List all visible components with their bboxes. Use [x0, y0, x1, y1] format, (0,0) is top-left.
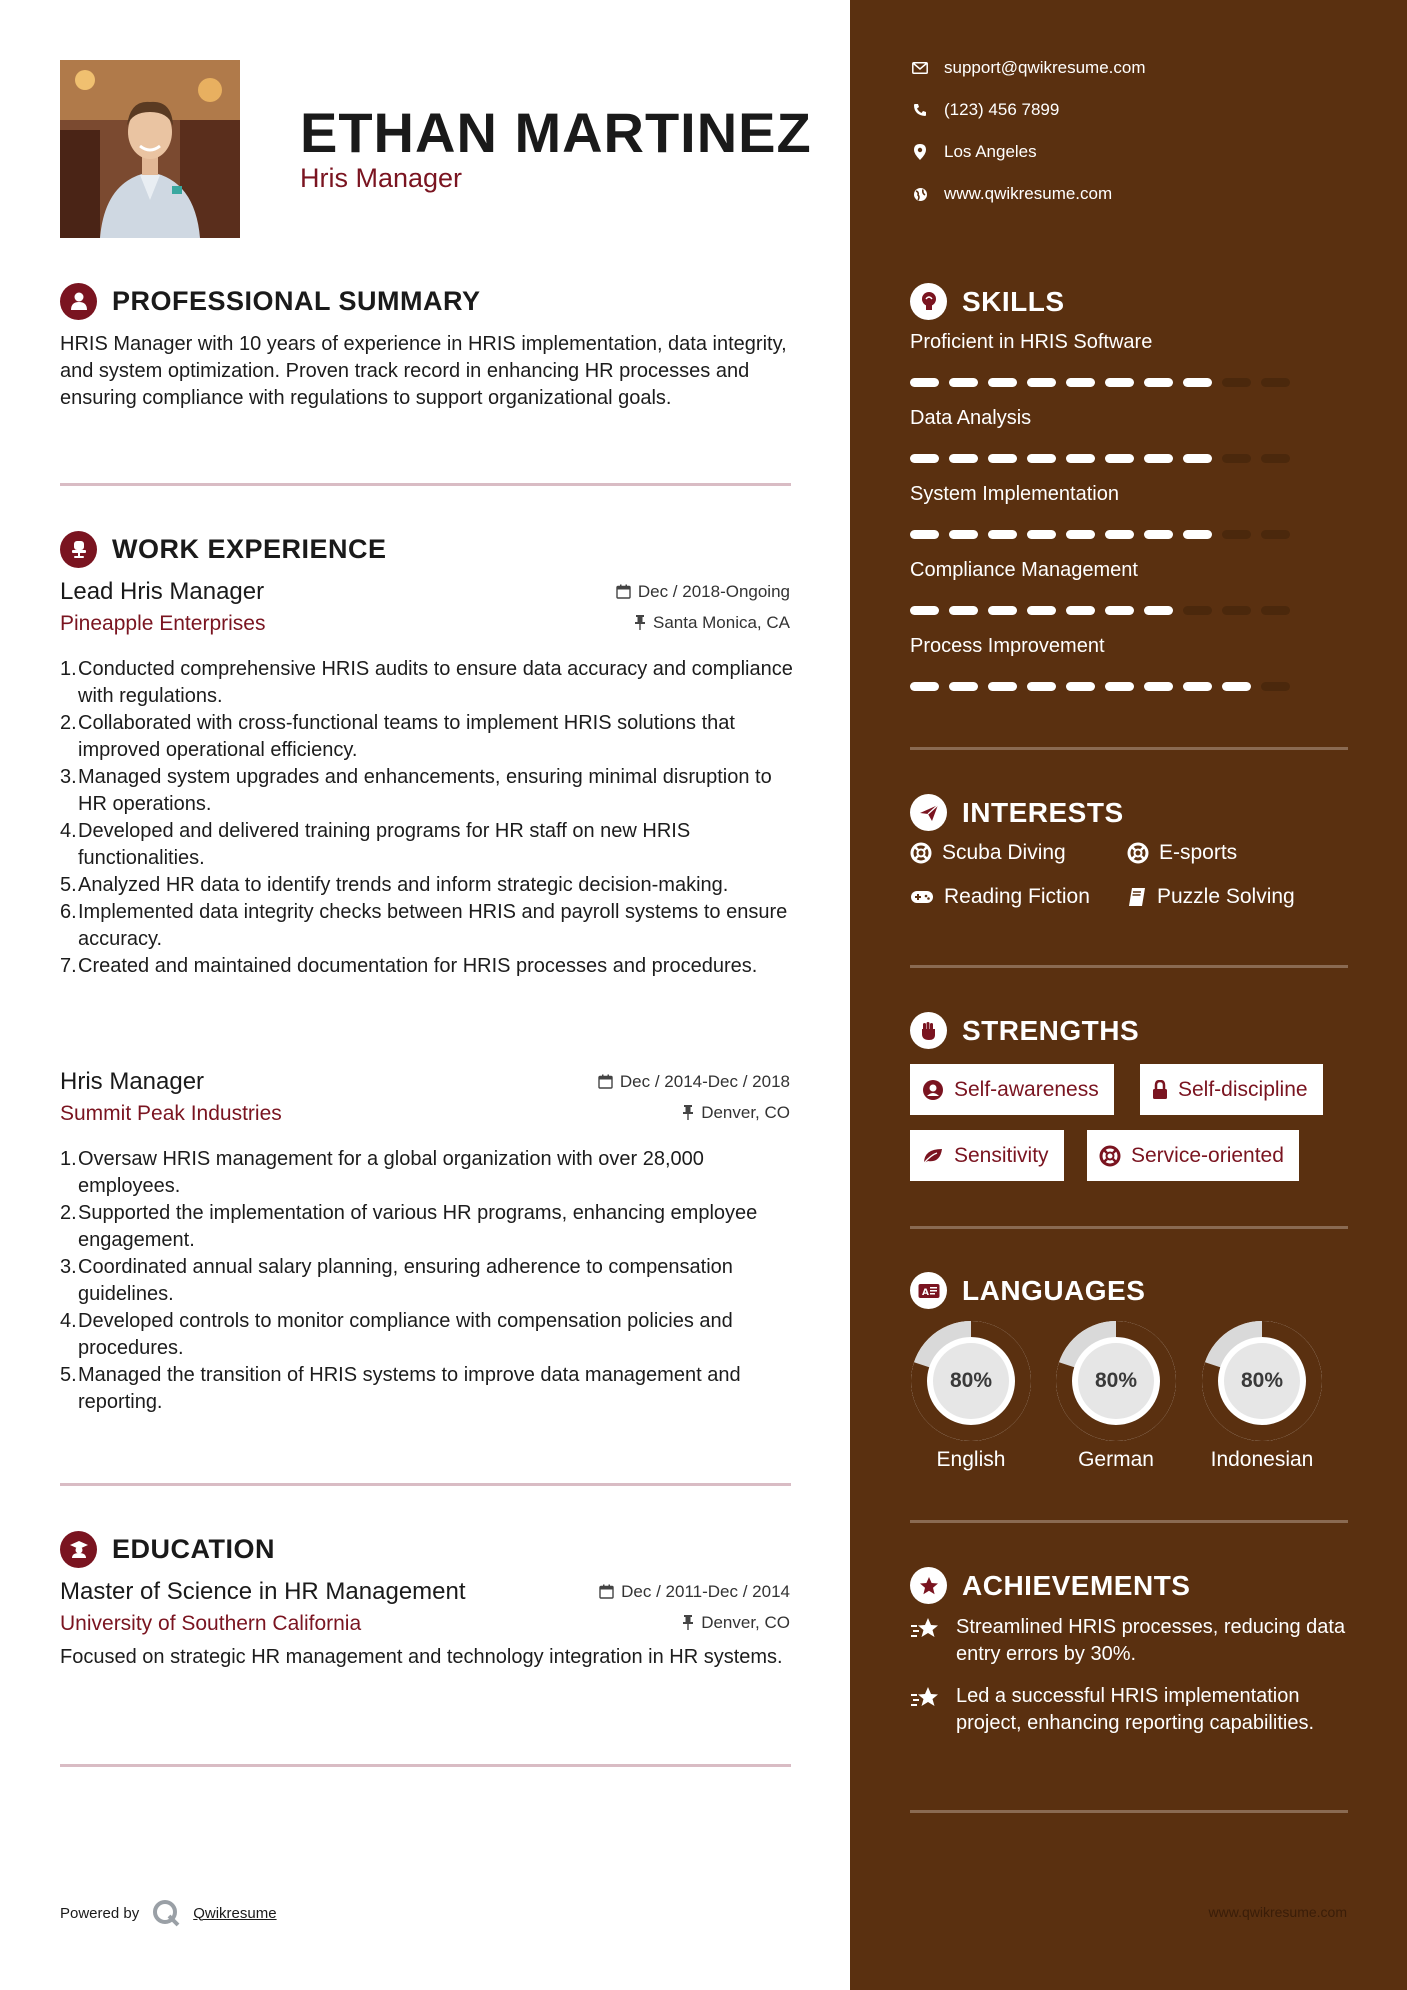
bullet-item: Managed system upgrades and enhancements, ensuring minimal disruption to HR operations. — [78, 766, 772, 815]
user-icon — [60, 283, 97, 320]
skill-dash-filled — [949, 606, 978, 615]
school: University of Southern California — [60, 1612, 362, 1635]
bullet-item: Developed controls to monitor compliance with compensation policies and procedures. — [78, 1310, 733, 1359]
skill-dash-empty — [1222, 530, 1251, 539]
skill-dash-filled — [910, 682, 939, 691]
strength-label: Service-oriented — [1131, 1143, 1284, 1167]
bullet-item: Conducted comprehensive HRIS audits to ensure data accuracy and compliance with regulations. — [78, 658, 793, 707]
skill-dash-filled — [949, 682, 978, 691]
job-location — [634, 613, 790, 633]
interest-label: Scuba Diving — [942, 841, 1066, 864]
fist-icon — [910, 1012, 947, 1049]
calendar-icon — [598, 1074, 613, 1089]
bullet-item: Implemented data integrity checks between HRIS and payroll systems to ensure accuracy. — [78, 901, 788, 950]
skill-name: Compliance Management — [910, 559, 1138, 581]
pin-icon — [682, 1105, 694, 1120]
bullet-item: Collaborated with cross-functional teams to implement HRIS solutions that improved operational efficiency. — [78, 712, 735, 761]
interests-heading — [910, 794, 1124, 831]
bullet-item: Oversaw HRIS management for a global organization with over 28,000 employees. — [78, 1148, 704, 1197]
language-name: English — [936, 1448, 1006, 1471]
bullet-item: Managed the transition of HRIS systems to improve data management and reporting. — [78, 1364, 741, 1413]
skill-dash-filled — [988, 682, 1017, 691]
bullet-item: Analyzed HR data to identify trends and inform strategic decision-making. — [78, 874, 729, 896]
language-name: Indonesian — [1210, 1448, 1314, 1471]
skill-dash-empty — [1261, 682, 1290, 691]
job-dates-text: Dec / 2014-Dec / 2018 — [619, 1071, 790, 1091]
languages-title: LANGUAGES — [962, 1274, 1146, 1306]
skill-meter — [910, 378, 1330, 387]
job-dates — [616, 582, 790, 602]
job-bullets — [78, 1146, 798, 1416]
divider — [60, 483, 791, 486]
achievement-item — [910, 1614, 1350, 1668]
email-text[interactable]: support@qwikresume.com — [944, 58, 1146, 77]
skill-dash-empty — [1261, 378, 1290, 387]
skill-dash-filled — [910, 378, 939, 387]
language-item — [910, 1320, 1032, 1472]
skill-dash-filled — [1144, 606, 1173, 615]
skill-dash-filled — [1027, 530, 1056, 539]
interest-item — [910, 885, 1090, 909]
education-location-text: Denver, CO — [701, 1612, 790, 1632]
skill-dash-filled — [1183, 682, 1212, 691]
skill-meter — [910, 606, 1330, 615]
skill-dash-filled — [1027, 378, 1056, 387]
skill-dash-filled — [949, 530, 978, 539]
star-icon — [910, 1614, 942, 1668]
strength-chip — [910, 1064, 1114, 1115]
skill-dash-empty — [1183, 606, 1212, 615]
divider — [910, 1520, 1348, 1523]
strength-chip — [910, 1130, 1064, 1181]
summary-text: HRIS Manager with 10 years of experience in HRIS implementation, data integrity, and system optimization. Proven track record in enhancing HR processes and ensuring compliance with regulations to support organizational goals. — [60, 333, 787, 409]
language-ring — [910, 1320, 1032, 1442]
star-icon — [910, 1683, 942, 1737]
job-entry — [60, 1068, 790, 1126]
skill-dash-filled — [1027, 606, 1056, 615]
skill-item — [910, 635, 1330, 691]
skill-name: Proficient in HRIS Software — [910, 331, 1153, 353]
skill-dash-filled — [988, 378, 1017, 387]
language-icon — [910, 1272, 947, 1309]
bullet-item: Created and maintained documentation for HRIS processes and procedures. — [78, 955, 758, 977]
graduate-icon — [60, 1531, 97, 1568]
job-company: Pineapple Enterprises — [60, 612, 266, 635]
skill-dash-empty — [1261, 454, 1290, 463]
skill-dash-filled — [910, 454, 939, 463]
skill-dash-filled — [988, 606, 1017, 615]
language-item — [1201, 1320, 1323, 1472]
strength-label: Self-discipline — [1178, 1077, 1308, 1101]
strength-label: Self-awareness — [954, 1077, 1099, 1101]
skill-dash-filled — [1066, 530, 1095, 539]
lifebuoy-icon — [910, 842, 932, 864]
phone-text[interactable]: (123) 456 7899 — [944, 100, 1060, 119]
location-text: Los Angeles — [944, 142, 1037, 161]
skill-dash-filled — [949, 454, 978, 463]
skill-name: Process Improvement — [910, 635, 1105, 657]
globe-icon — [910, 187, 930, 202]
skill-dash-empty — [1222, 606, 1251, 615]
divider — [910, 747, 1348, 750]
bullet-item: Developed and delivered training programs for HR staff on new HRIS functionalities. — [78, 820, 691, 869]
job-dates-text: Dec / 2018-Ongoing — [637, 581, 790, 601]
skill-dash-empty — [1222, 454, 1251, 463]
achievement-text: Led a successful HRIS implementation project, enhancing reporting capabilities. — [956, 1685, 1314, 1734]
divider — [910, 1810, 1348, 1813]
skill-dash-filled — [1183, 378, 1212, 387]
skill-dash-filled — [1105, 378, 1134, 387]
phone-icon — [910, 103, 930, 117]
candidate-role: Hris Manager — [300, 163, 463, 193]
skill-dash-filled — [1027, 682, 1056, 691]
education-entry — [60, 1578, 790, 1671]
contact-phone — [910, 100, 1059, 120]
skill-meter — [910, 530, 1330, 539]
skill-dash-empty — [1261, 606, 1290, 615]
job-bullets — [78, 656, 798, 980]
bullet-item: Coordinated annual salary planning, ensuring adherence to compensation guidelines. — [78, 1256, 733, 1305]
language-level: 80% — [1240, 1369, 1284, 1392]
skill-dash-filled — [1027, 454, 1056, 463]
star-badge-icon — [910, 1567, 947, 1604]
skill-item — [910, 407, 1330, 463]
experience-title: WORK EXPERIENCE — [112, 533, 387, 564]
achievements-heading — [910, 1567, 1190, 1604]
skill-name: System Implementation — [910, 483, 1119, 505]
contact-website — [910, 184, 1112, 204]
language-name: German — [1078, 1448, 1154, 1471]
skills-title: SKILLS — [962, 285, 1065, 317]
experience-section — [60, 529, 790, 569]
skill-item — [910, 559, 1330, 615]
skill-dash-filled — [1105, 530, 1134, 539]
candidate-name: ETHAN MARTINEZ — [300, 101, 812, 164]
divider — [60, 1764, 791, 1767]
skill-meter — [910, 454, 1330, 463]
skill-item — [910, 483, 1330, 539]
achievement-text: Streamlined HRIS processes, reducing data entry errors by 30%. — [956, 1616, 1346, 1665]
divider — [60, 1483, 791, 1486]
job-location — [682, 1103, 790, 1123]
footer-branding — [60, 1898, 277, 1928]
skill-dash-filled — [1105, 682, 1134, 691]
achievements-title: ACHIEVEMENTS — [962, 1569, 1191, 1601]
interest-item — [1127, 841, 1237, 865]
language-level: 80% — [1094, 1369, 1138, 1392]
bullet-item: Supported the implementation of various HR programs, enhancing employee engagement. — [78, 1202, 758, 1251]
job-title: Hris Manager — [60, 1068, 205, 1095]
strength-chip — [1140, 1064, 1323, 1115]
qwikresume-link[interactable]: Qwikresume — [193, 1904, 277, 1922]
user-circle-icon — [922, 1079, 944, 1101]
job-entry — [60, 578, 790, 636]
skill-dash-filled — [1066, 378, 1095, 387]
achievement-item — [910, 1683, 1350, 1737]
degree: Master of Science in HR Management — [60, 1578, 466, 1605]
skill-meter — [910, 682, 1330, 691]
job-location-text: Denver, CO — [701, 1102, 790, 1122]
language-item — [1055, 1320, 1177, 1472]
sidebar — [850, 0, 1407, 1990]
qwikresume-logo-icon — [151, 1898, 181, 1928]
skill-dash-filled — [1066, 682, 1095, 691]
interest-label: Puzzle Solving — [1157, 885, 1295, 908]
job-title: Lead Hris Manager — [60, 578, 265, 605]
divider — [910, 1226, 1348, 1229]
education-location — [682, 1613, 790, 1633]
summary-title: PROFESSIONAL SUMMARY — [112, 285, 481, 316]
paper-plane-icon — [910, 794, 947, 831]
interest-item — [1127, 885, 1295, 909]
education-section — [60, 1529, 790, 1569]
website-text[interactable]: www.qwikresume.com — [944, 184, 1113, 203]
job-company: Summit Peak Industries — [60, 1102, 282, 1125]
education-dates — [599, 1582, 790, 1602]
skill-dash-filled — [1066, 454, 1095, 463]
divider — [910, 965, 1348, 968]
education-dates-text: Dec / 2011-Dec / 2014 — [621, 1581, 790, 1601]
calendar-icon — [599, 1584, 614, 1599]
contact-location — [910, 142, 1037, 162]
language-level: 80% — [949, 1369, 993, 1392]
summary-section — [60, 281, 790, 321]
strengths-heading — [910, 1012, 1139, 1049]
skill-item — [910, 331, 1330, 387]
interest-item — [910, 841, 1066, 865]
skill-name: Data Analysis — [910, 407, 1032, 429]
contact-email — [910, 58, 1146, 78]
interest-label: Reading Fiction — [944, 885, 1090, 908]
lifebuoy-icon — [1099, 1145, 1121, 1167]
education-title: EDUCATION — [112, 1533, 275, 1564]
skill-dash-filled — [949, 378, 978, 387]
book-icon — [1127, 887, 1147, 907]
skill-dash-filled — [1183, 530, 1212, 539]
skill-dash-filled — [988, 454, 1017, 463]
skill-dash-filled — [1105, 606, 1134, 615]
strength-label: Sensitivity — [954, 1143, 1049, 1167]
job-dates — [598, 1072, 790, 1092]
skill-dash-filled — [1183, 454, 1212, 463]
profile-photo — [60, 60, 240, 238]
skill-dash-filled — [1144, 682, 1173, 691]
job-location-text: Santa Monica, CA — [652, 612, 790, 632]
education-description: Focused on strategic HR management and technology integration in HR systems. — [60, 1646, 783, 1668]
powered-by-text: Powered by — [60, 1904, 140, 1922]
interests-title: INTERESTS — [962, 796, 1124, 828]
leaf-icon — [922, 1147, 944, 1165]
skill-dash-empty — [1261, 530, 1290, 539]
skill-dash-empty — [1222, 378, 1251, 387]
languages-heading — [910, 1272, 1145, 1309]
skills-heading — [910, 283, 1065, 320]
strength-chip — [1087, 1130, 1299, 1181]
lifebuoy-icon — [1127, 842, 1149, 864]
skill-dash-filled — [1144, 454, 1173, 463]
calendar-icon — [616, 584, 631, 599]
footer-site[interactable]: www.qwikresume.com — [1208, 1904, 1347, 1920]
skill-dash-filled — [910, 606, 939, 615]
interest-label: E-sports — [1159, 841, 1238, 864]
skill-dash-filled — [1144, 530, 1173, 539]
map-marker-icon — [910, 144, 930, 160]
language-ring — [1055, 1320, 1177, 1442]
skill-dash-filled — [1105, 454, 1134, 463]
chair-icon — [60, 531, 97, 568]
language-ring — [1201, 1320, 1323, 1442]
skill-dash-filled — [1222, 682, 1251, 691]
skill-dash-filled — [910, 530, 939, 539]
svg-text:A: A — [921, 1287, 929, 1298]
lock-icon — [1152, 1080, 1168, 1100]
skill-dash-filled — [1144, 378, 1173, 387]
gamepad-icon — [910, 889, 934, 905]
pin-icon — [682, 1615, 694, 1630]
skill-dash-filled — [1066, 606, 1095, 615]
strengths-title: STRENGTHS — [962, 1014, 1140, 1046]
skill-dash-filled — [988, 530, 1017, 539]
lightbulb-icon — [910, 283, 947, 320]
pin-icon — [634, 615, 646, 630]
envelope-icon — [910, 62, 930, 74]
